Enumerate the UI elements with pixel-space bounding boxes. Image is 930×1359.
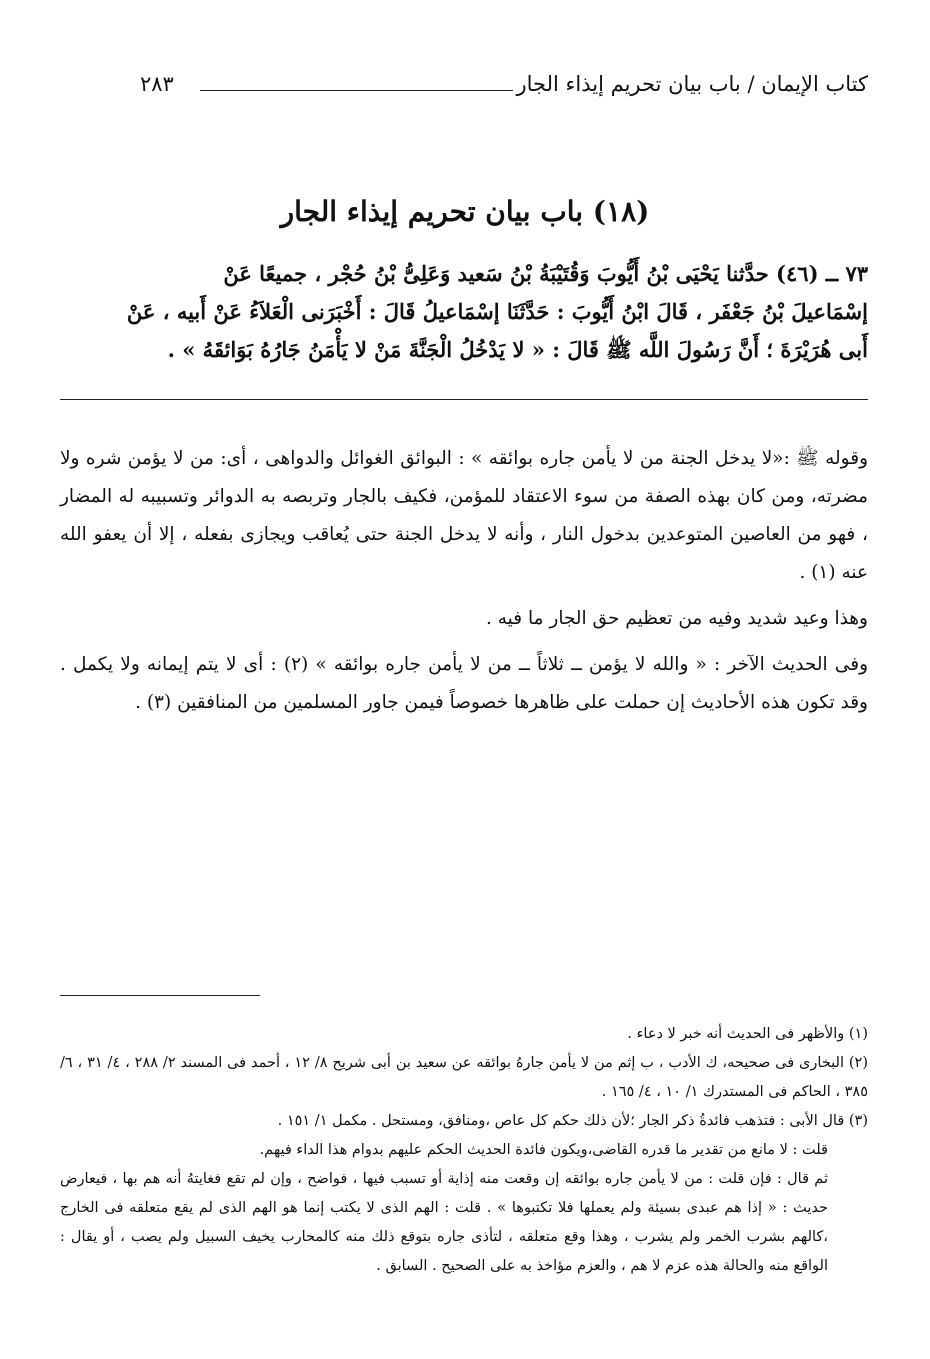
header-title: كتاب الإيمان / باب بيان تحريم إيذاء الجار [516,72,868,96]
commentary-paragraph: وفى الحديث الآخر : « والله لا يؤمن ــ ثلاثاً ــ من لا يأمن جاره بوائقه » (٢) : أى لا يتم إيمانه ولا يكمل . وقد تكون هذه الأحاديث إن حملت على ظاهرها خصوصاً فيمن جاور المسلمين من المنافقين (٣) . [60,654,868,713]
header-rule [200,90,513,91]
footnote-continuation: قلت : لا مانع من تقدير ما قدره القاضى،ويكون فائدة الحديث الحكم عليهم بدوام هذا الداء فيهم. [259,1142,828,1158]
footnote-continuation: ثم قال : فإن قلت : من لا يأمن جاره بوائقه إن وقعت منه إذاية أو تسبب فيها ، فواضح ، وإن لم تقع فغايتهُ أنه هم بها ، فيعارض حديث : « إذا هم عبدى بسيئة ولم يعملها فلا تكتبوها » . قلت : الهم الذى لا يكتب إنما هو الهم الذى لم يقع متعلقه فى الخارج ،كالهم بشرب الخمر ولم يشرب ، وهذا وقع متعلقه ، لتأذى جاره بتوقع ذلك منه كالمحارب يخيف السبيل ولم يصب ، أو يقال : الواقع منه والحالة هذه عزم لا هم ، والعزم مؤاخذ به على الصحيح . السابق . [60,1171,828,1274]
hadith-line: أَبى هُرَيْرَةَ ؛ أَنَّ رَسُولَ اللَّه ﷺ قَالَ : « لا يَدْخُلُ الْجَنَّةَ مَنْ لا يَأْمَنُ جَارُهُ بَوَائقَهُ » . [167,337,868,362]
chapter-title: (١٨) باب بيان تحريم إيذاء الجار [280,195,650,228]
footnote: (٣) قال الأبى : فتذهب فائدةُ ذكر الجار ؛لأن ذلك حكم كل عاص ،ومنافق، ومستحل . مكمل ١/ ١٥١ . [277,1113,868,1129]
footnote: (١) والأظهر فى الحديث أنه خبر لا دعاء . [627,1026,868,1042]
hadith-text [60,255,868,369]
hadith-line: إسْمَاعيلَ بْنُ جَعْفَر ، قَالَ ابْنُ أَيُّوبَ : حَدَّثَنَا إسْمَاعيلُ قَالَ : أَخْبَرَنى الْعَلاَءُ عَنْ أَبيه ، عَنْ [126,299,868,324]
commentary [60,440,868,730]
footnote: (٢) البخارى فى صحيحه، ك الأدب ، ب إثم من لا يأمن جارهُ بوائقه عن سعيد بن أبى شريح ٨/ ١٢ ، أحمد فى المسند ٢/ ٢٨٨ ، ٤/ ٣١ ، ٦/ ٣٨٥ ، الحاكم فى المستدرك ١/ ١٠ ، ٤/ ١٦٥ . [60,1055,868,1100]
running-header [140,72,868,106]
page-number: ٢٨٣ [140,72,174,96]
footnotes [60,1020,868,1281]
hadith-line: ٧٣ ــ (٤٦) حدَّثنا يَحْيَى بْنُ أَيُّوبَ وَقُتَيْبَةُ بْنُ سَعيد وَعَلِىُّ بْنُ حُجْر ، جميعًا عَنْ [223,261,868,286]
commentary-paragraph: وهذا وعيد شديد وفيه من تعظيم حق الجار ما فيه . [485,608,868,629]
footnote-rule [60,995,260,996]
section-divider [60,399,868,400]
commentary-paragraph: وقوله ﷺ :«لا يدخل الجنة من لا يأمن جاره بوائقه » : البوائق الغوائل والدواهى ، أى: من لا يؤمن شره ولا مضرته، ومن كان بهذه الصفة من سوء الاعتقاد للمؤمن، فكيف بالجار وتربصه به الدوائر وتسبيبه له المضار ، فهو من العاصين المتوعدين بدخول النار ، وأنه لا يدخل الجنة حتى يُعاقب ويجازى بفعله ، إلا أن يعفو الله عنه (١) . [60,448,868,583]
